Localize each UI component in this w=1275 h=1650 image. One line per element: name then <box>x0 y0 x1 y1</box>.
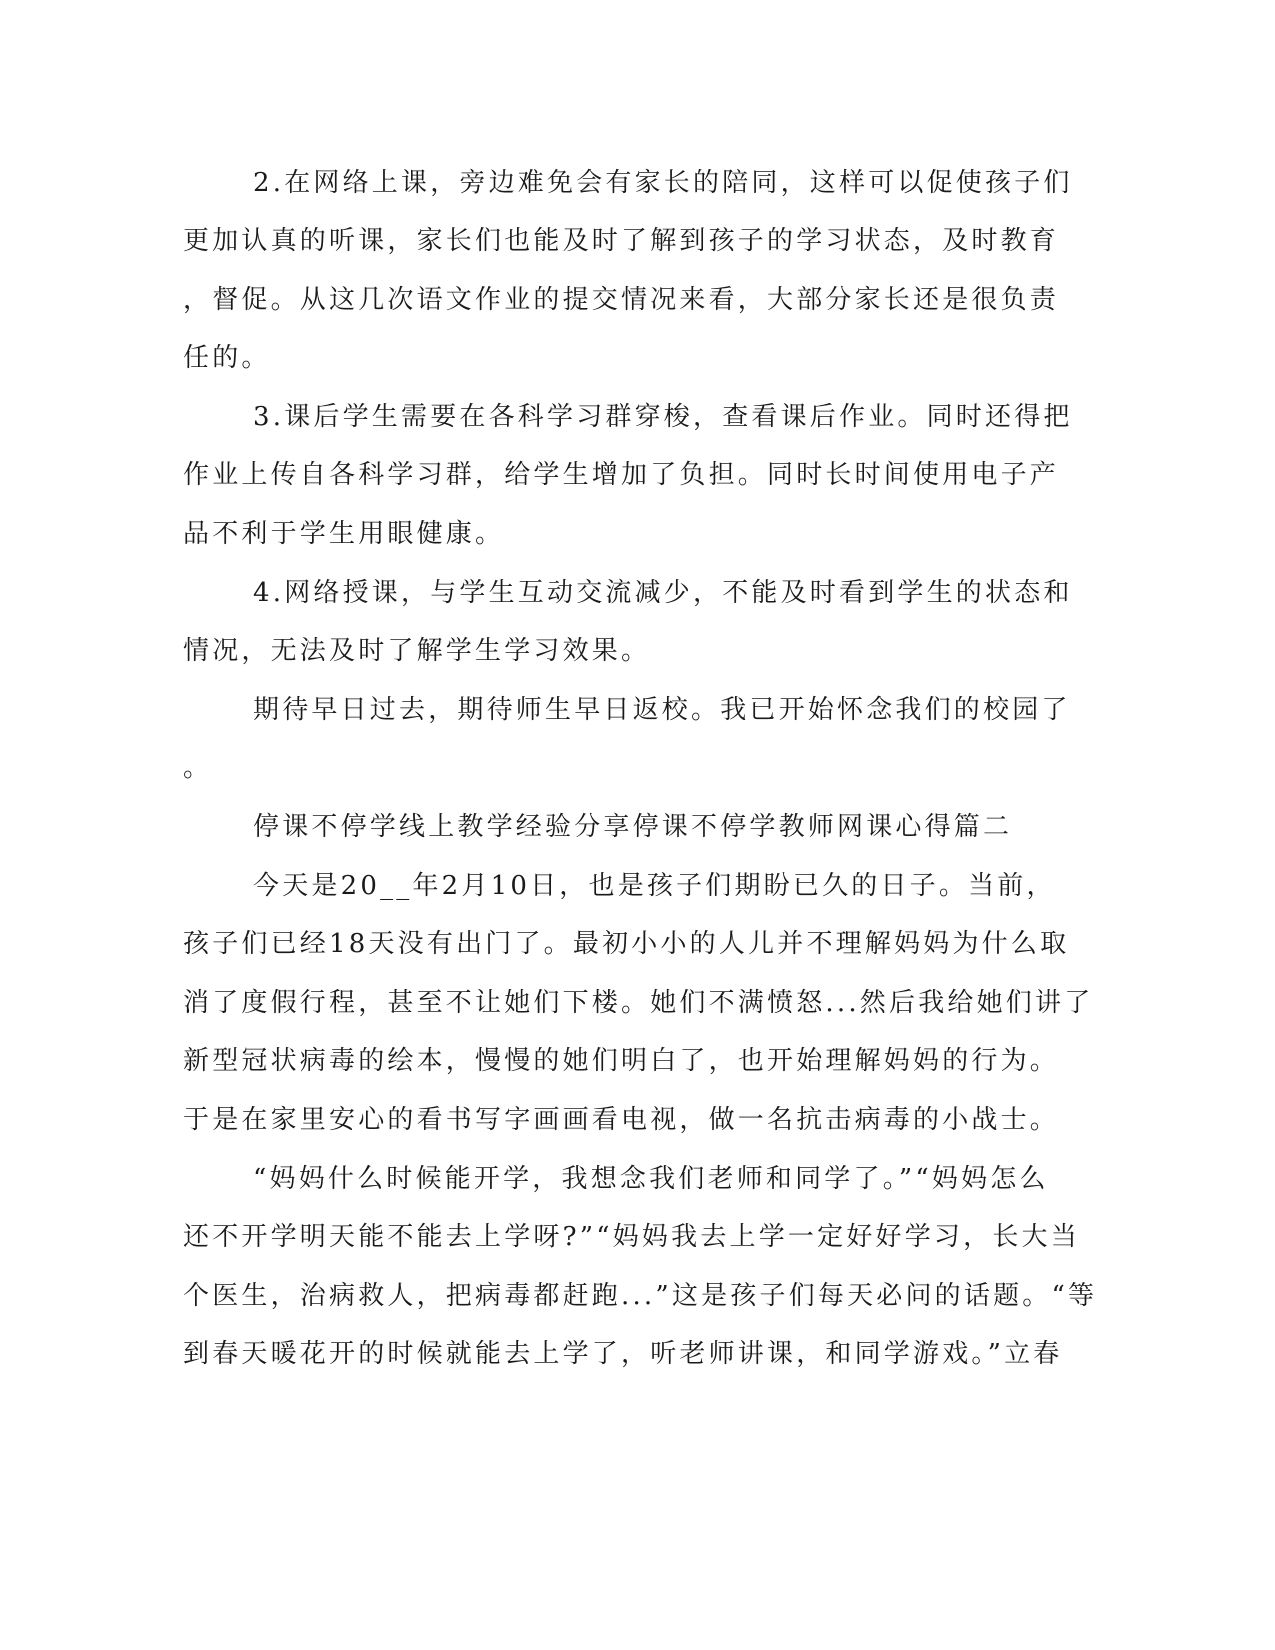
quote-line-2: 还不开学明天能不能去上学呀?”“妈妈我去上学一定好好学习，长大当 <box>183 1222 1080 1252</box>
closing-line-2: 。 <box>183 753 213 783</box>
paragraph-3-line-2: 作业上传自各科学习群，给学生增加了负担。同时长时间使用电子产 <box>183 460 1060 490</box>
paragraph-2-line-3: ，督促。从这几次语文作业的提交情况来看，大部分家长还是很负责 <box>183 285 1060 315</box>
paragraph-2-line-2: 更加认真的听课，家长们也能及时了解到孩子的学习状态，及时教育 <box>183 226 1060 256</box>
paragraph-4-line-2: 情况，无法及时了解学生学习效果。 <box>183 636 651 666</box>
story-line-4: 新型冠状病毒的绘本，慢慢的她们明白了，也开始理解妈妈的行为。 <box>183 1046 1060 1076</box>
paragraph-2-line-4: 任的。 <box>183 343 271 373</box>
story-line-3: 消了度假行程，甚至不让她们下楼。她们不满愤怒...然后我给她们讲了 <box>183 988 1094 1018</box>
quote-line-4: 到春天暖花开的时候就能去上学了，听老师讲课，和同学游戏。”立春 <box>183 1339 1063 1369</box>
paragraph-2-line-1: 2.在网络上课，旁边难免会有家长的陪同，这样可以促使孩子们 <box>253 168 1073 198</box>
story-line-5: 于是在家里安心的看书写字画画看电视，做一名抗击病毒的小战士。 <box>183 1105 1060 1135</box>
quote-line-3: 个医生，治病救人，把病毒都赶跑...”这是孩子们每天必问的话题。“等 <box>183 1281 1098 1311</box>
quote-line-1: “妈妈什么时候能开学，我想念我们老师和同学了。”“妈妈怎么 <box>253 1164 1049 1194</box>
closing-line-1: 期待早日过去，期待师生早日返校。我已开始怀念我们的校园了 <box>253 695 1071 725</box>
story-line-2: 孩子们已经18天没有出门了。最初小小的人儿并不理解妈妈为什么取 <box>183 929 1070 959</box>
paragraph-3-line-1: 3.课后学生需要在各科学习群穿梭，查看课后作业。同时还得把 <box>253 402 1073 432</box>
section-heading: 停课不停学线上教学经验分享停课不停学教师网课心得篇二 <box>253 812 1013 842</box>
paragraph-4-line-1: 4.网络授课，与学生互动交流减少，不能及时看到学生的状态和 <box>253 578 1073 608</box>
story-line-1: 今天是20__年2月10日，也是孩子们期盼已久的日子。当前， <box>253 871 1056 901</box>
paragraph-3-line-3: 品不利于学生用眼健康。 <box>183 519 505 549</box>
